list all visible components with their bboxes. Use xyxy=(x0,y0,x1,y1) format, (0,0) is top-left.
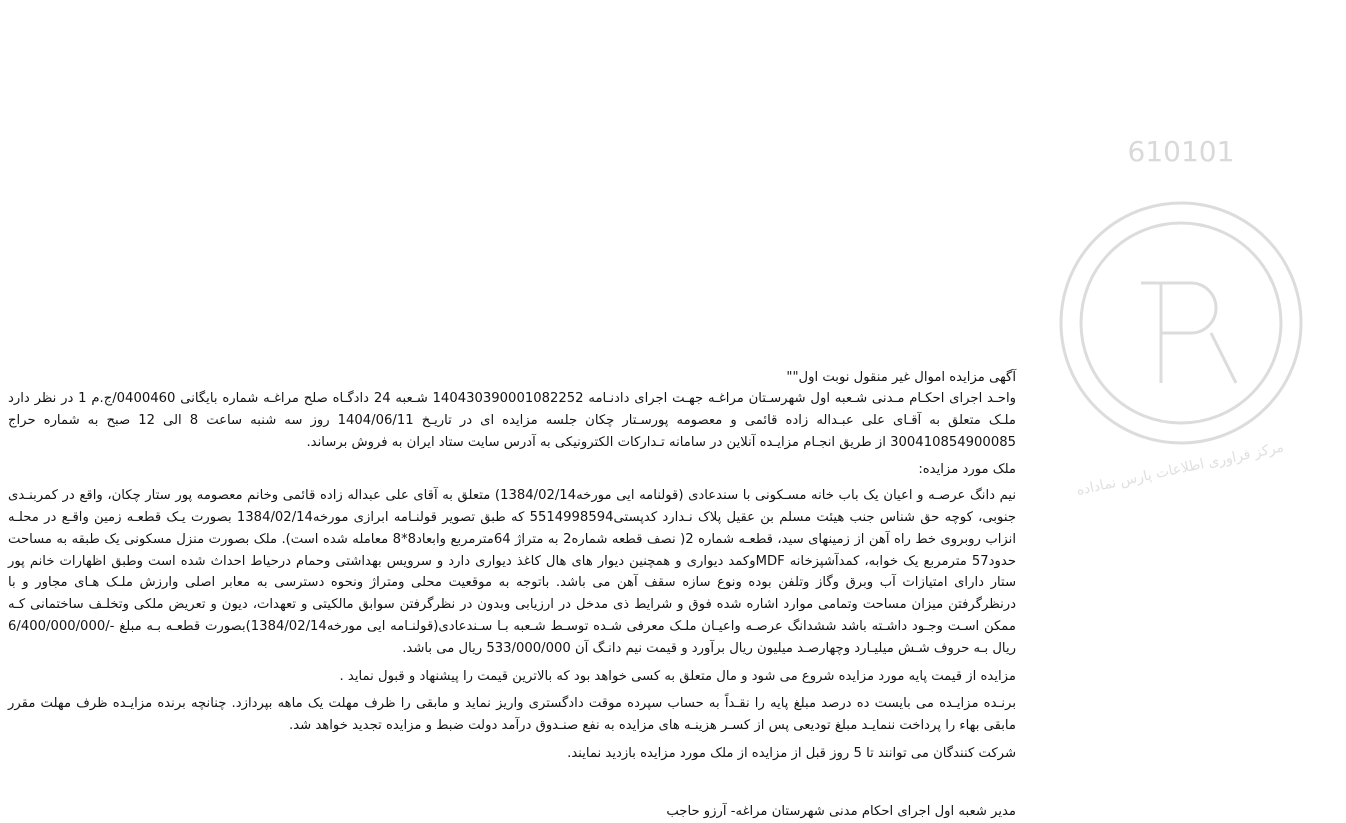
notice-title: آگهی مزایده اموال غیر منقول نوبت اول"" xyxy=(786,370,1016,385)
bidding-rule: مزایده از قیمت پایه مورد مزایده شروع می شود و مال متعلق به کسی خواهد بود که بالاترین قیمت را پیشنهاد و قبول نماید . xyxy=(339,668,1016,684)
subject-heading: ملک مورد مزایده: xyxy=(918,462,1016,478)
property-description: نیم دانگ عرصـه و اعیان یک باب خانه مسـکونی با سندعادی (قولنامه ایی مورخه1384/02/14) متعلق به آقای علی عبداله زاده قائمی وخانم معصومه پور ستار چکان، واقع در کمربنـدی جنوبی، کوچه حق شناس جنب هیئت مسلم بن عقیل پلاک نـدارد کدپستی5514998594 که طبق تصویر قولنـامه ابرازی مورخه1384/02/14 بصورت یـک قطعـه زمین واقـع در محلـه انزاب روبروی خط راه آهن از زمینهای سید، قطعـه شماره 2( نصف قطعه شماره2 به متراژ 64مترمربع وابعاد8*8 معامله شده است). ملک بصورت منزل مسکونی یک طبقه به مساحت حدود57 مترمربع یک خوابه، کمدآشپزخانه MDFوکمد دیواری و همچنین دیوار های هال کاغذ دیواری دارد و سرویس بهداشتی وحمام درحیاط احداث شده است وطبق اظهارات خانم پور ستار دارای امتیازات آب وبرق وگاز وتلفن بوده ونوع سازه سقف آهن می باشد. باتوجه به موقعیت محلی ومتراژ ونحوه دسترسی به معابر اصلی وارزش ملـک هـای مجاور و با درنظرگرفتن میزان مساحت وتمامی موارد اشاره شده فوق و شرایط ذی مدخل در ارزیابی وبدون در نظرگرفتن سوابق مالکیتی و تعهدات، دیون و تعریض ملکی وتخلـف ساختمانی کـه ممکن اسـت وجـود داشـته باشد ششدانگ عرصـه واعیـان ملـک معرفی شـده توسـط شـعبه بـا سـندعادی(قولنـامه ایی مورخه1384/02/14)بصورت قطعـه بـه مبلغ -/6/400/000/000 ریال بـه حروف شـش میلیـارد وچهارصـد میلیون ریال برآورد و قیمت نیم دانـگ آن 533/000/000 ریال می باشد. xyxy=(8,488,1017,656)
watermark-logo-icon xyxy=(1016,133,1346,499)
signature: مدیر شعبه اول اجرای احکام مدنی شهرستان مراغه- آرزو حاجب xyxy=(666,803,1016,819)
watermark-text: مرکز فراوری اطلاعات پارس نماداده xyxy=(1075,439,1286,499)
notice-intro: واحـد اجرای احکـام مـدنی شـعبه اول شهرسـتان مراغـه جهـت اجرای دادنـامه 140430390001082252 شـعبه 24 دادگـاه صلح مراغـه شماره بایگانی 0400460/ج.م 1 در نظر دارد ملـک متعلق به آقـای علی عبـداله زاده قائمی و معصومه پورسـتار چکان جلسه مزایده ای در تاریـخ 1404/06/11 روز سه شنبه ساعت 8 الی 12 صبح به شماره حراج 300410854900085 از طریق انجـام مزایـده آنلاین در سامانه تـدارکات الکترونیکی به آدرس سایت ستاد ایران به فروش برساند. xyxy=(8,391,1016,450)
watermark-number: 610101 xyxy=(1127,135,1235,168)
visit-rule: شرکت کنندگان می توانند تا 5 روز قبل از مزایده از ملک مورد مزایده بازدید نمایند. xyxy=(567,745,1016,761)
payment-rule: برنـده مزایـده می بایست ده درصد مبلغ پایه را نقـداً به حساب سپرده موقت دادگستری واریز نماید و مابقی را ظرف مهلت یک ماهه بپردازد. چنانچه برنده مزایـده ظرف مهلت مقرر مابقی بهاء را پرداخت ننمایـد مبلغ تودیعی پس از کسـر هزینـه های مزایده به نفع صنـدوق درآمد دولت ضبط و مزایده تجدید خواهد شد. xyxy=(8,696,1016,734)
watermark xyxy=(1016,133,1346,499)
